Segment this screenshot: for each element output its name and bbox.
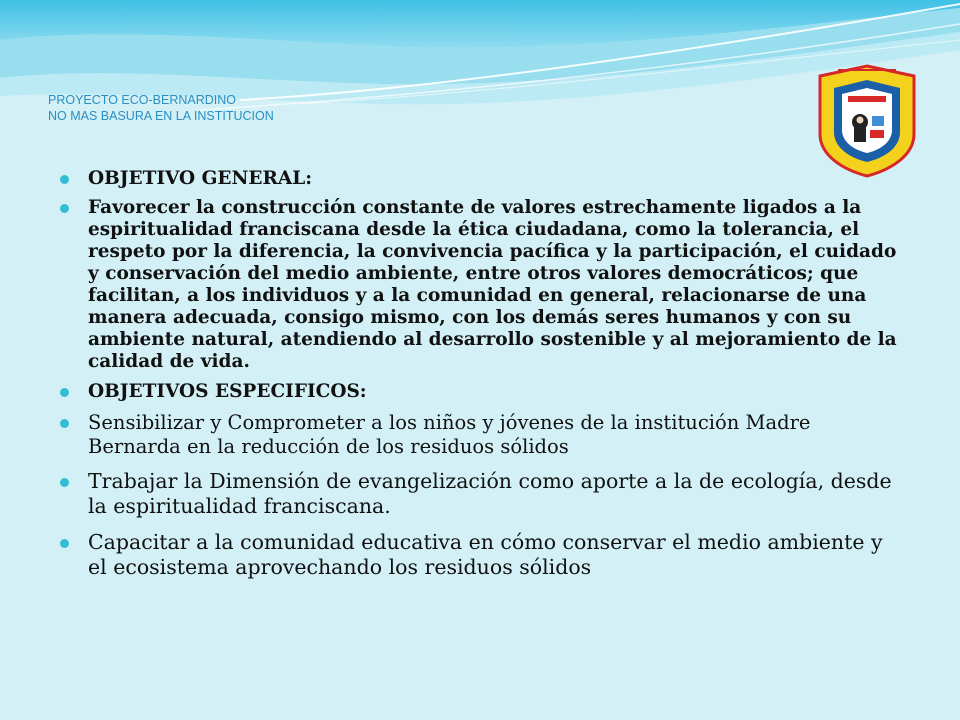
bullet-general-description [60, 197, 900, 373]
header-line-2: NO MAS BASURA EN LA INSTITUCION [48, 109, 274, 123]
bullet-dot-icon [60, 204, 69, 213]
bullet-text: OBJETIVOS ESPECIFICOS: [88, 381, 367, 402]
bullet-text: Trabajar la Dimensión de evangelización como aporte a la de ecología, desde la espiritualidad franciscana. [88, 469, 892, 518]
bullet-dot-icon [60, 478, 69, 487]
bullet-sensibilizar [60, 411, 900, 459]
bullet-dot-icon [60, 539, 69, 548]
bullet-capacitar [60, 530, 900, 580]
bullet-objetivos-especificos [60, 381, 900, 403]
slide-body [60, 168, 900, 580]
bullet-dot-icon [60, 388, 69, 397]
header-line-1: PROYECTO ECO-BERNARDINO [48, 93, 236, 107]
bullet-text: Favorecer la construcción constante de valores estrechamente ligados a la espiritualidad franciscana desde la ética ciudadana, como la tolerancia, el respeto por la diferencia, la convivencia pacífica y la participación, el cuidado y conservación del medio ambiente, entre otros valores democráticos; que facilitan, a los individuos y a la comunidad en general, relacionarse de una manera adecuada, consigo mismo, con los demás seres humanos y con su ambiente natural, atendiendo al desarrollo sostenible y al mejoramiento de la calidad de vida. [88, 197, 897, 372]
bullet-text: Capacitar a la comunidad educativa en cómo conservar el medio ambiente y el ecosistema aprovechando los residuos sólidos [88, 530, 883, 579]
bullet-dot-icon [60, 419, 69, 428]
bullet-dot-icon [60, 175, 69, 184]
institution-logo [818, 64, 916, 178]
bullet-text: Sensibilizar y Comprometer a los niños y jóvenes de la institución Madre Bernarda en la reducción de los residuos sólidos [88, 411, 811, 458]
slide-header [48, 92, 274, 124]
bullet-objetivo-general [60, 168, 900, 190]
bullet-trabajar [60, 469, 900, 519]
bullet-text: OBJETIVO GENERAL: [88, 168, 313, 189]
